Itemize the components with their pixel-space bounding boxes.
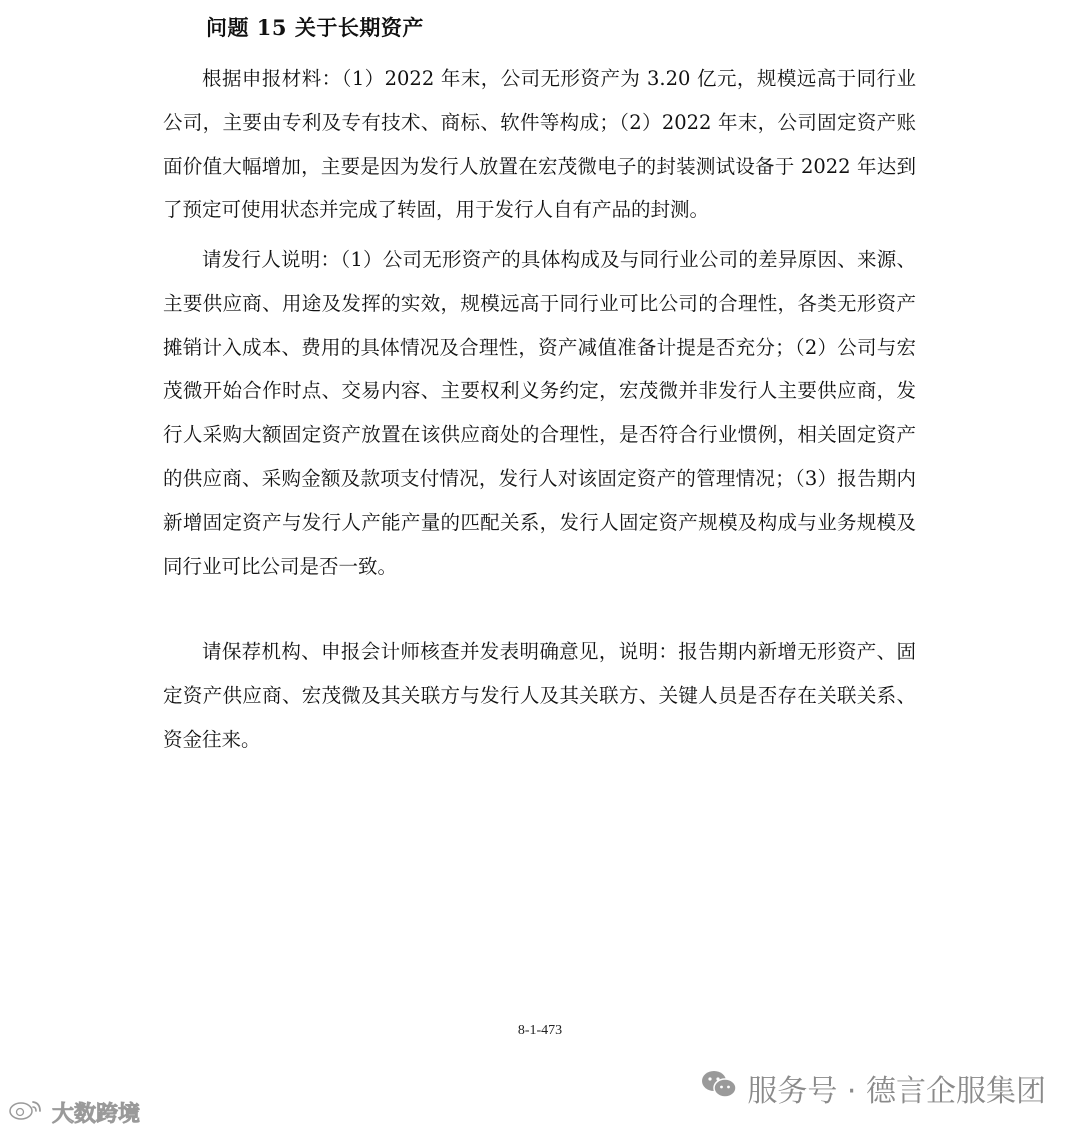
paragraph-issuer-explanation: 请发行人说明：（1）公司无形资产的具体构成及与同行业公司的差异原因、来源、主要供应商、用途及发挥的实效，规模远高于同行业可比公司的合理性，各类无形资产摊销计入成本、费用的具体情况及合理性，资产减值准备计提是否充分；（2）公司与宏茂微开始合作时点、交易内容、主要权利义务约定，宏茂微并非发行人主要供应商，发行人采购大额固定资产放置在该供应商处的合理性，是否符合行业惯例，相关固定资产的供应商、采购金额及款项支付情况，发行人对该固定资产的管理情况；（3）报告期内新增固定资产与发行人产能产量的匹配关系，发行人固定资产规模及构成与业务规模及同行业可比公司是否一致。 <box>163 248 916 578</box>
weibo-watermark-text: 大数跨境 <box>52 1101 141 1127</box>
wechat-watermark <box>701 1066 1046 1110</box>
question-heading: 问题 15 关于长期资产 <box>206 15 424 40</box>
weibo-watermark <box>8 1096 140 1128</box>
page-number: 8-1-473 <box>517 1023 563 1038</box>
wechat-watermark-text: 服务号 · 德言企服集团 <box>747 1074 1046 1109</box>
wechat-icon <box>701 1069 737 1107</box>
paragraph-application-materials: 根据申报材料：（1）2022 年末，公司无形资产为 3.20 亿元，规模远高于同行业公司，主要由专利及专有技术、商标、软件等构成；（2）2022 年末，公司固定资产账面价值大幅增加，主要是因为发行人放置在宏茂微电子的封装测试设备于 2022 年达到了预定可使用状态并完成了转固，用于发行人自有产品的封测。 <box>163 67 916 222</box>
weibo-logo-icon <box>8 1096 46 1128</box>
paragraph-sponsor-opinion: 请保荐机构、申报会计师核查并发表明确意见，说明：报告期内新增无形资产、固定资产供应商、宏茂微及其关联方与发行人及其关联方、关键人员是否存在关联关系、资金往来。 <box>163 640 916 751</box>
